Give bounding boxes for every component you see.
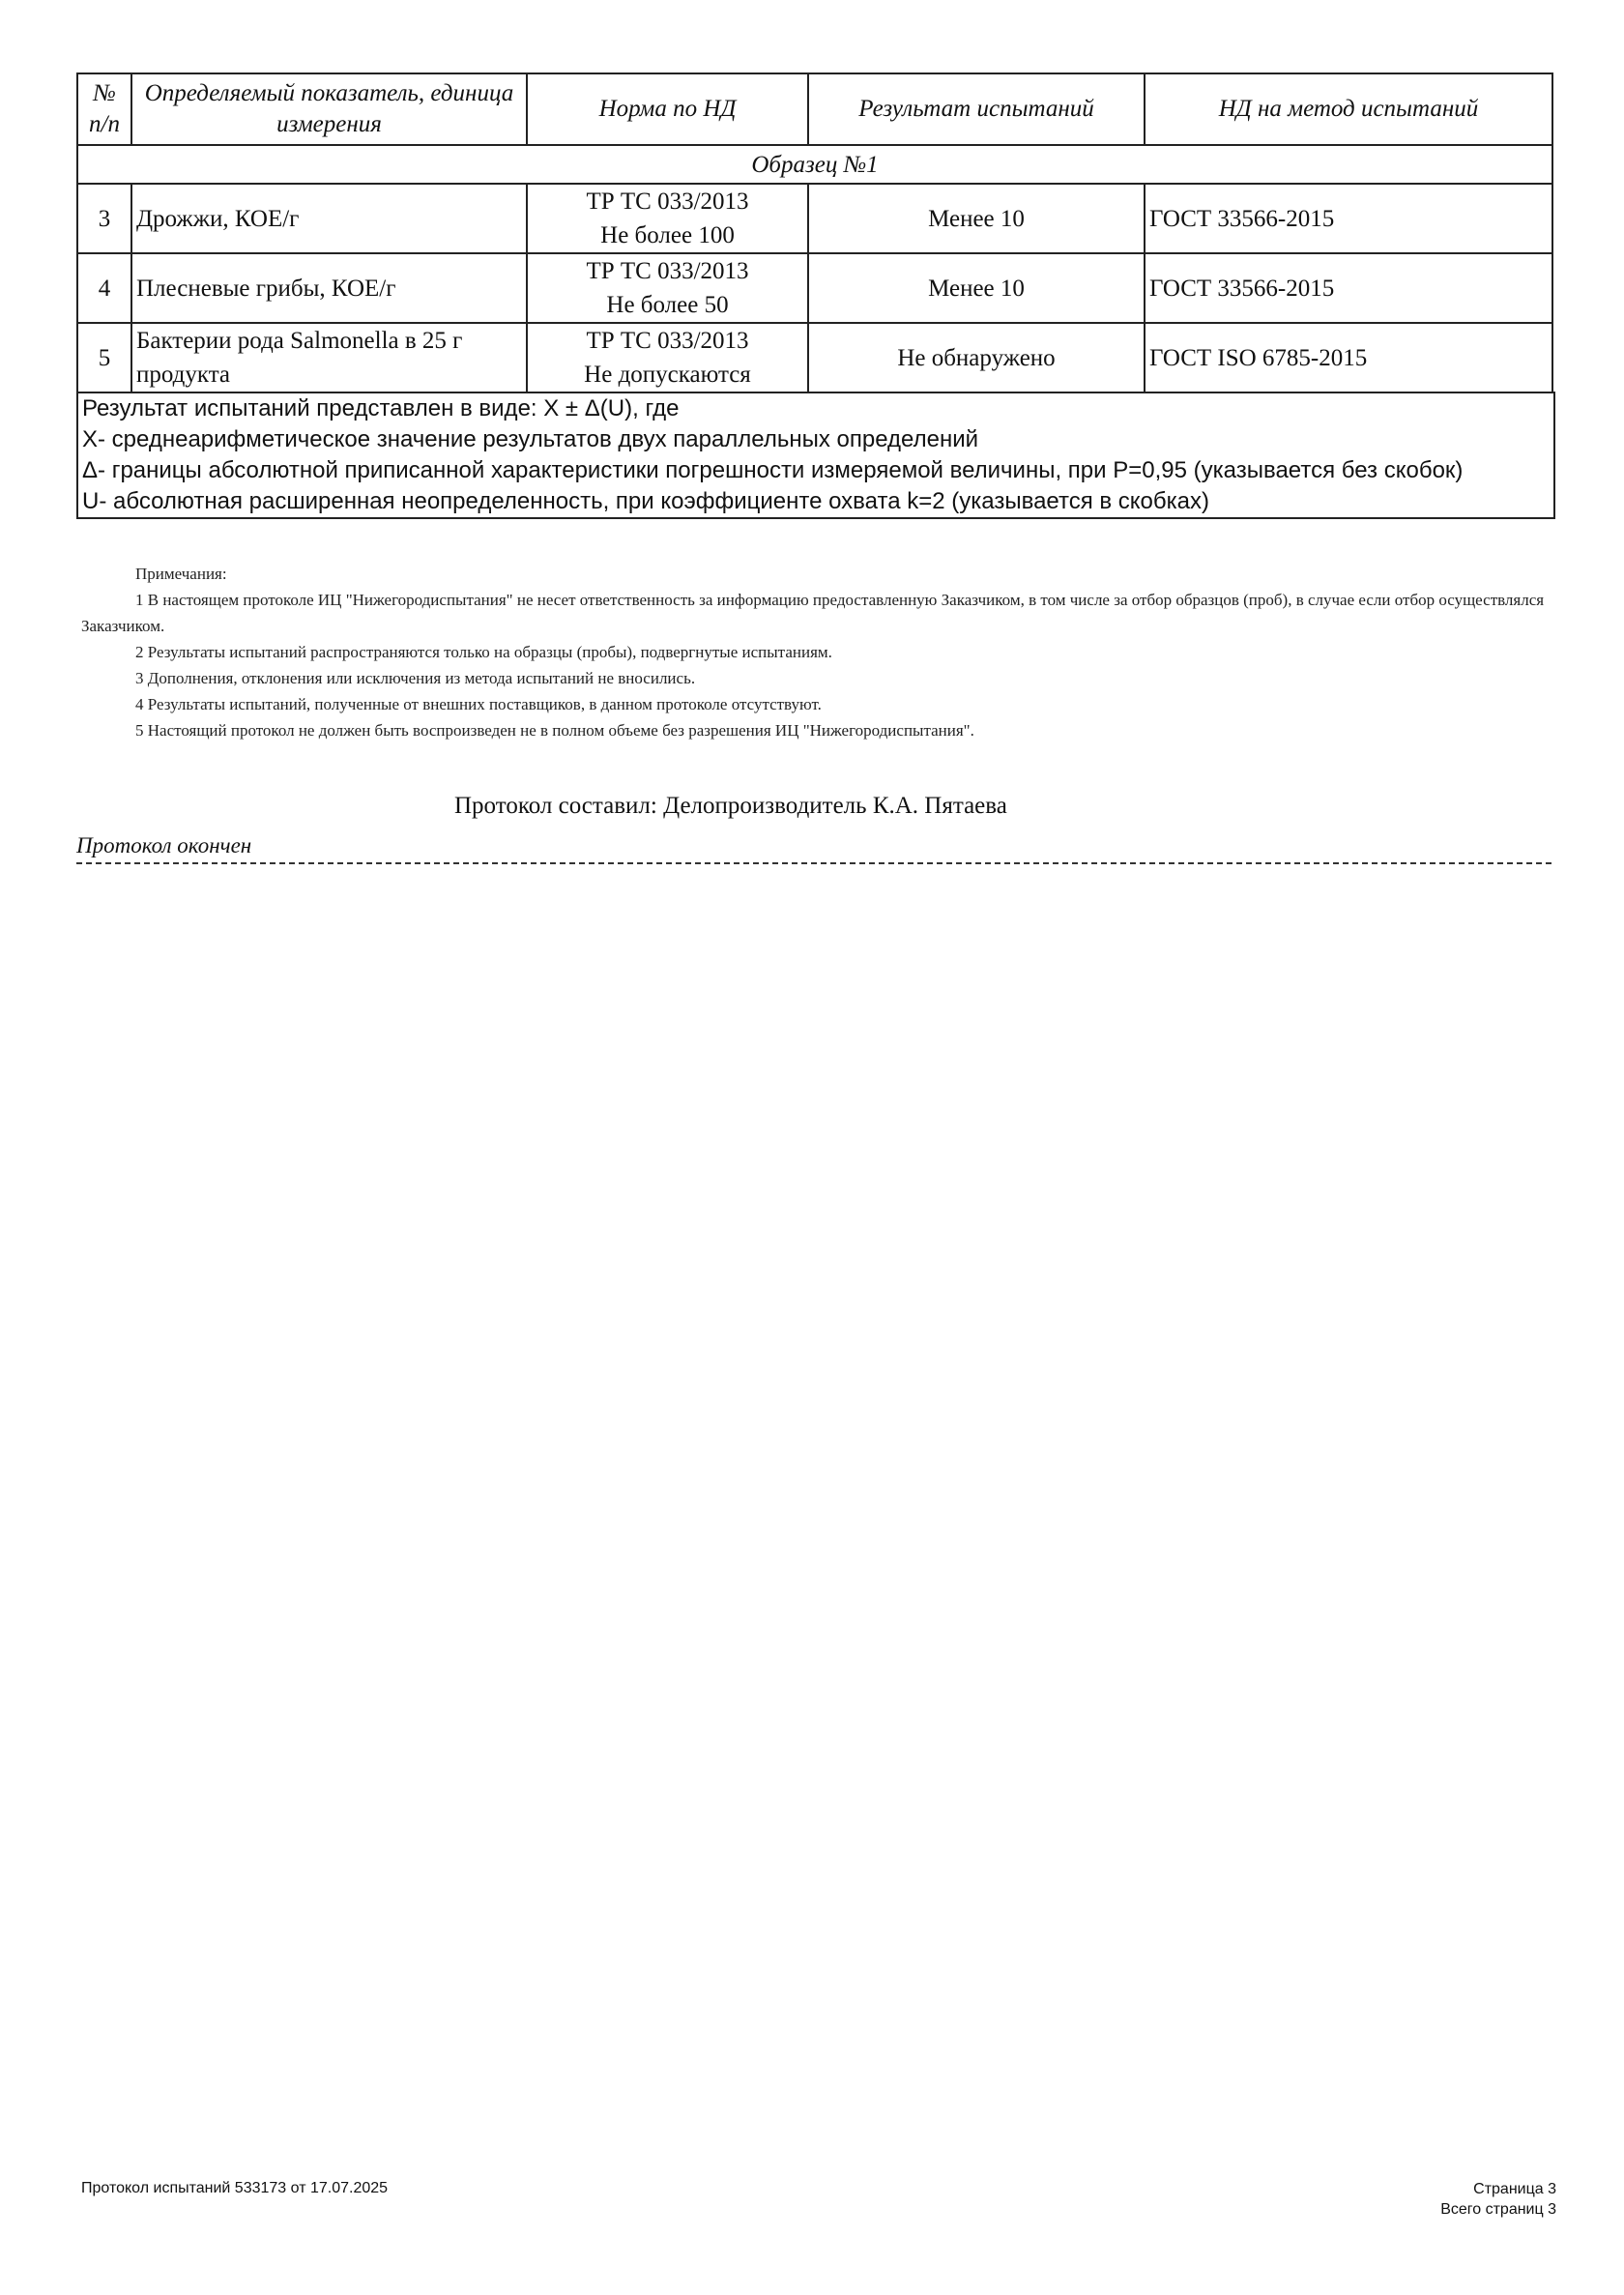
row-norm bbox=[527, 253, 808, 323]
row-norm-value: Не более 100 bbox=[600, 222, 735, 248]
note-item: 1 В настоящем протоколе ИЦ "Нижегородиспытания" не несет ответственность за информацию предоставленную Заказчиком, в том числе за отбор образцов (проб), в случае если отбор осуществлялся Заказчиком. bbox=[81, 591, 1545, 635]
row-norm-doc: ТР ТС 033/2013 bbox=[586, 189, 749, 215]
row-result: Менее 10 bbox=[808, 253, 1145, 323]
note-item: 2 Результаты испытаний распространяются только на образцы (пробы), подвергнутые испытаниям. bbox=[135, 643, 832, 661]
notes-title: Примечания: bbox=[135, 565, 227, 583]
legend-line: Результат испытаний представлен в виде: X ± Δ(U), где bbox=[82, 395, 680, 421]
table-row bbox=[77, 323, 1552, 392]
protocol-finished: Протокол окончен bbox=[76, 833, 252, 857]
legend-line: Δ- границы абсолютной приписанной характеристики погрешности измеряемой величины, при P=0,95 (указывается без скобок) bbox=[82, 457, 1464, 483]
sample-title-row bbox=[77, 145, 1552, 184]
row-indicator: Дрожжи, КОЕ/г bbox=[131, 184, 527, 253]
note-item: 3 Дополнения, отклонения или исключения из метода испытаний не вносились. bbox=[135, 669, 696, 687]
row-norm-doc: ТР ТС 033/2013 bbox=[586, 328, 749, 354]
row-indicator: Плесневые грибы, КОЕ/г bbox=[131, 253, 527, 323]
note-item: 5 Настоящий протокол не должен быть воспроизведен не в полном объеме без разрешения ИЦ "Нижегородиспытания". bbox=[135, 721, 974, 740]
row-norm-value: Не допускаются bbox=[584, 362, 751, 388]
dashed-divider bbox=[76, 862, 1552, 864]
row-method: ГОСТ 33566-2015 bbox=[1145, 184, 1552, 253]
row-num: 4 bbox=[77, 253, 131, 323]
row-method: ГОСТ ISO 6785-2015 bbox=[1145, 323, 1552, 392]
footer-page: Страница 3 bbox=[1473, 2181, 1556, 2197]
row-num: 5 bbox=[77, 323, 131, 392]
note-item: 4 Результаты испытаний, полученные от внешних поставщиков, в данном протоколе отсутствуют. bbox=[135, 695, 822, 713]
row-indicator: Бактерии рода Salmonella в 25 г продукта bbox=[131, 323, 527, 392]
row-norm bbox=[527, 184, 808, 253]
row-norm bbox=[527, 323, 808, 392]
table-row bbox=[77, 184, 1552, 253]
notes bbox=[81, 561, 1551, 743]
header-method: НД на метод испытаний bbox=[1145, 73, 1552, 145]
sample-title: Образец №1 bbox=[77, 145, 1552, 184]
legend-line: X- среднеарифметическое значение результатов двух параллельных определений bbox=[82, 426, 979, 452]
footer-pages bbox=[1440, 2179, 1556, 2220]
protocol-compiler: Протокол составил: Делопроизводитель К.А. Пятаева bbox=[454, 793, 1007, 819]
header-norm: Норма по НД bbox=[527, 73, 808, 145]
row-norm-doc: ТР ТС 033/2013 bbox=[586, 258, 749, 284]
table-header-row bbox=[77, 73, 1552, 145]
footer-total: Всего страниц 3 bbox=[1440, 2201, 1556, 2218]
legend-line: U- абсолютная расширенная неопределенность, при коэффициенте охвата k=2 (указывается в скобках) bbox=[82, 488, 1210, 514]
table-row bbox=[77, 253, 1552, 323]
row-method: ГОСТ 33566-2015 bbox=[1145, 253, 1552, 323]
row-norm-value: Не более 50 bbox=[606, 292, 729, 318]
header-num: № п/п bbox=[77, 73, 131, 145]
row-result: Не обнаружено bbox=[808, 323, 1145, 392]
result-legend bbox=[76, 392, 1555, 519]
results-table bbox=[76, 73, 1553, 393]
header-indicator: Определяемый показатель, единица измерения bbox=[131, 73, 527, 145]
footer-protocol: Протокол испытаний 533173 от 17.07.2025 bbox=[81, 2180, 389, 2196]
header-result: Результат испытаний bbox=[808, 73, 1145, 145]
row-result: Менее 10 bbox=[808, 184, 1145, 253]
row-num: 3 bbox=[77, 184, 131, 253]
